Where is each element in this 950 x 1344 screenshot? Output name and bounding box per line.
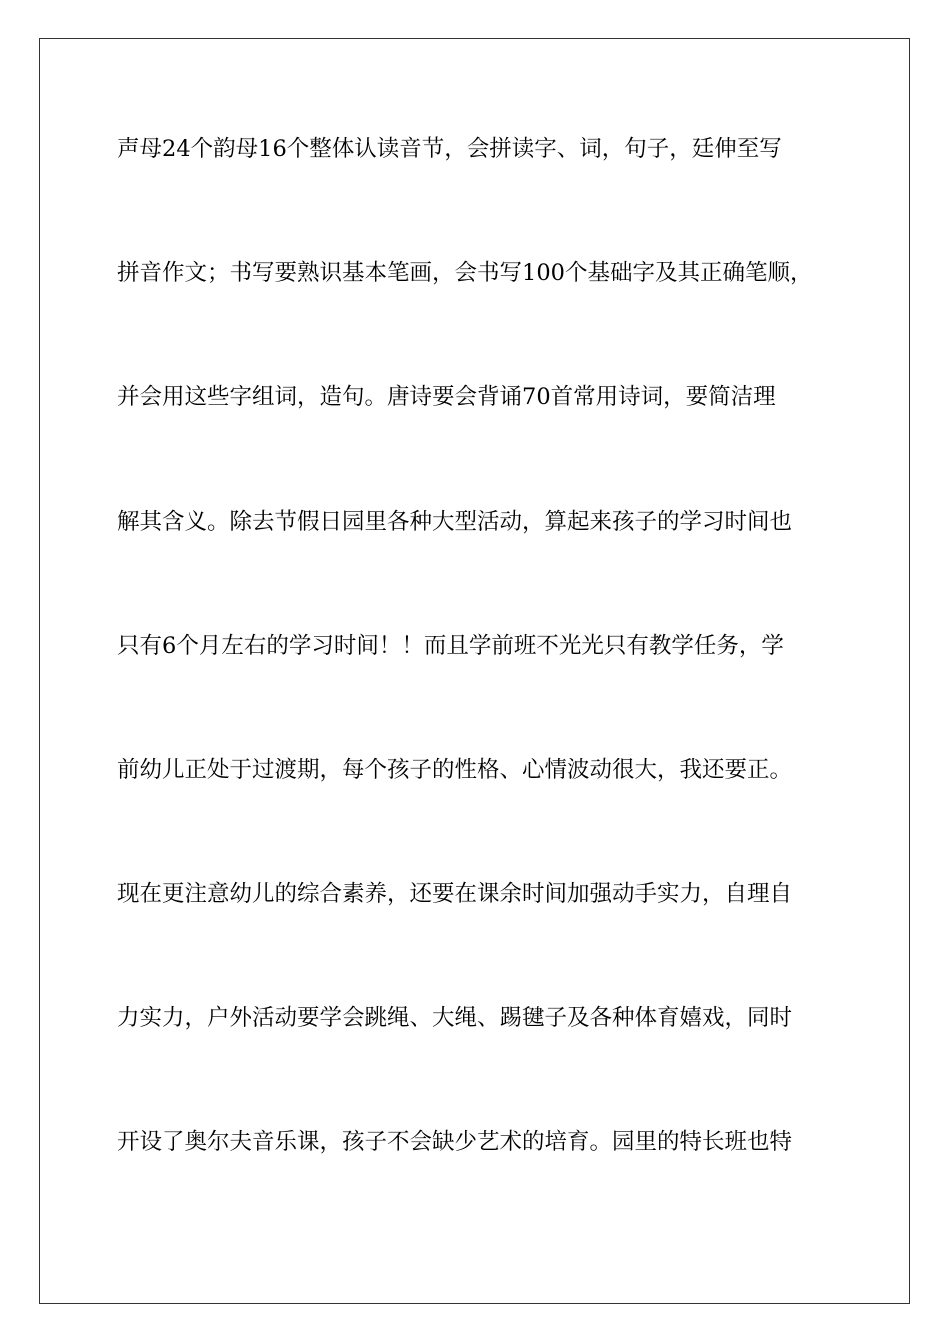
paragraph-line: 声母24个韵母16个整体认读音节，会拼读字、词，句子，廷伸至写 xyxy=(117,136,782,162)
paragraph-line: 力实力，户外活动要学会跳绳、大绳、踢毽子及各种体育嬉戏，同时 xyxy=(117,1005,793,1031)
paragraph-line: 现在更注意幼儿的综合素养，还要在课余时间加强动手实力，自理自 xyxy=(117,881,793,907)
page-border xyxy=(39,38,910,1304)
paragraph-line: 只有6个月左右的学习时间！！而且学前班不光光只有教学任务，学 xyxy=(117,633,784,659)
paragraph-line: 拼音作文；书写要熟识基本笔画，会书写100个基础字及其正确笔顺， xyxy=(117,260,813,286)
paragraph-line: 前幼儿正处于过渡期，每个孩子的性格、心情波动很大，我还要正。 xyxy=(117,757,793,783)
paragraph-line: 并会用这些字组词，造句。唐诗要会背诵70首常用诗词，要简洁理 xyxy=(117,384,776,410)
paragraph-line: 开设了奥尔夫音乐课，孩子不会缺少艺术的培育。园里的特长班也特 xyxy=(117,1129,793,1155)
paragraph-line: 解其含义。除去节假日园里各种大型活动，算起来孩子的学习时间也 xyxy=(117,509,793,535)
